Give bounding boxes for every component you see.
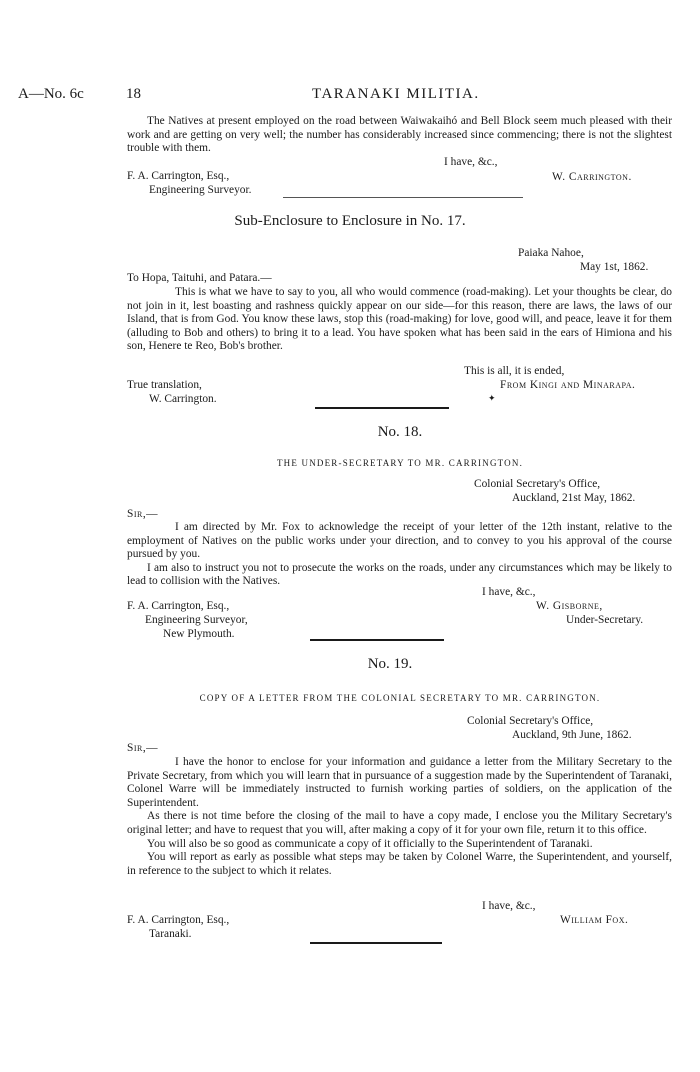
intro-addressee-name: F. A. Carrington, Esq.,: [127, 170, 230, 182]
intro-paragraph-text: The Natives at present employed on the road between Waiwakaihó and Bell Block seem much pleased with their work and are getting on very well; the number has considerably increased since commencing; there is not the slightest trouble with them.: [127, 115, 672, 155]
sub-enclosure-place: Paiaka Nahoe,: [518, 247, 584, 259]
no19-heading: No. 19.: [367, 656, 413, 672]
no19-para4: You will report as early as possible what steps may be taken by Colonel Warre, the Superintendent, and yourself, in reference to the subject to which it relates.: [127, 851, 672, 877]
intro-signature: W. Carrington.: [552, 171, 632, 183]
no18-addressee-title: Engineering Surveyor,: [145, 614, 248, 626]
section-divider: [310, 639, 444, 641]
no18-body: [127, 521, 672, 589]
star-mark: ✦: [488, 393, 496, 403]
intro-closing: I have, &c.,: [444, 156, 498, 168]
no19-body: [127, 756, 672, 878]
no18-signature-title: Under-Secretary.: [566, 614, 644, 626]
signature-rule: [283, 197, 523, 198]
translation-label: True translation,: [127, 379, 202, 391]
sub-enclosure-paragraph-text: This is what we have to say to you, all who would commence (road-making). Let your thoughts be clear, do not join in it, lest boasting and rashness quickly appear on our side—for this reason, there are laws, the laws of our Island, that is from God. You know these laws, stop this (road-making) for love, good will, and peace, leave it for them (alluding to Bob and others) to bring it to a lead. You have spoken what has been said in the ears of Himiona and his son, Henere te Reo, Bob's brother.: [127, 286, 672, 353]
page-title: TARANAKI MILITIA.: [312, 86, 480, 102]
no19-para3: You will also be so good as communicate a copy of it officially to the Superintendent of Taranaki.: [147, 837, 593, 850]
intro-paragraph: [127, 115, 672, 156]
sub-enclosure-salutation: To Hopa, Taituhi, and Patara.—: [127, 272, 272, 284]
no19-salutation: Sir,—: [127, 742, 159, 754]
no18-office: Colonial Secretary's Office,: [474, 478, 601, 490]
no18-para2: I am also to instruct you not to prosecute the works on the roads, under any circumstances which may be likely to lead to collision with the Natives.: [127, 561, 672, 588]
document-reference: A—No. 6c: [18, 86, 84, 102]
page-number: 18: [126, 86, 141, 102]
sub-enclosure-paragraph: [127, 286, 672, 354]
sub-enclosure-ending: This is all, it is ended,: [464, 365, 565, 377]
no19-date: Auckland, 9th June, 1862.: [512, 729, 632, 741]
no18-para1: I am directed by Mr. Fox to acknowledge the receipt of your letter of the 12th instant, relative to the employment of Natives on the public works under your direction, and to convey to you his approval of the course pursued by you.: [127, 521, 672, 561]
no18-heading: No. 18.: [377, 424, 423, 440]
no18-addressee-place: New Plymouth.: [163, 628, 235, 640]
section-divider: [310, 942, 442, 944]
no19-signature: William Fox.: [560, 914, 629, 926]
intro-addressee-title: Engineering Surveyor.: [149, 184, 252, 196]
no19-closing: I have, &c.,: [482, 900, 536, 912]
sub-enclosure-heading: Sub-Enclosure to Enclosure in No. 17.: [234, 213, 466, 229]
section-divider: [315, 407, 449, 409]
translator-name: W. Carrington.: [149, 393, 217, 405]
no19-addressee-place: Taranaki.: [149, 928, 192, 940]
no18-date: Auckland, 21st May, 1862.: [512, 492, 636, 504]
no18-closing: I have, &c.,: [482, 586, 536, 598]
no18-signature: W. Gisborne,: [536, 600, 603, 612]
no19-office: Colonial Secretary's Office,: [467, 715, 594, 727]
sub-enclosure-date: May 1st, 1862.: [580, 261, 649, 273]
no19-para1: I have the honor to enclose for your information and guidance a letter from the Military Secretary to the Private Secretary, from which you will learn that in pursuance of a suggestion made by the Superintendent of Taranaki, Colonel Warre will be immediately instructed to furnish working parties of soldiers, on the application of the Superintendent.: [127, 756, 672, 809]
no19-subheading: COPY OF A LETTER FROM THE COLONIAL SECRETARY TO MR. CARRINGTON.: [199, 693, 601, 703]
no18-subheading: THE UNDER-SECRETARY TO MR. CARRINGTON.: [276, 458, 524, 468]
no19-para2: As there is not time before the closing of the mail to have a copy made, I enclose you the Military Secretary's original letter; and have to request that you will, after making a copy of it for your own file, return it to this office.: [127, 810, 672, 836]
no18-addressee-name: F. A. Carrington, Esq.,: [127, 600, 230, 612]
sub-enclosure-from: From Kingi and Minarapa.: [500, 379, 636, 391]
no18-salutation: Sir,—: [127, 508, 159, 520]
no19-addressee-name: F. A. Carrington, Esq.,: [127, 914, 230, 926]
